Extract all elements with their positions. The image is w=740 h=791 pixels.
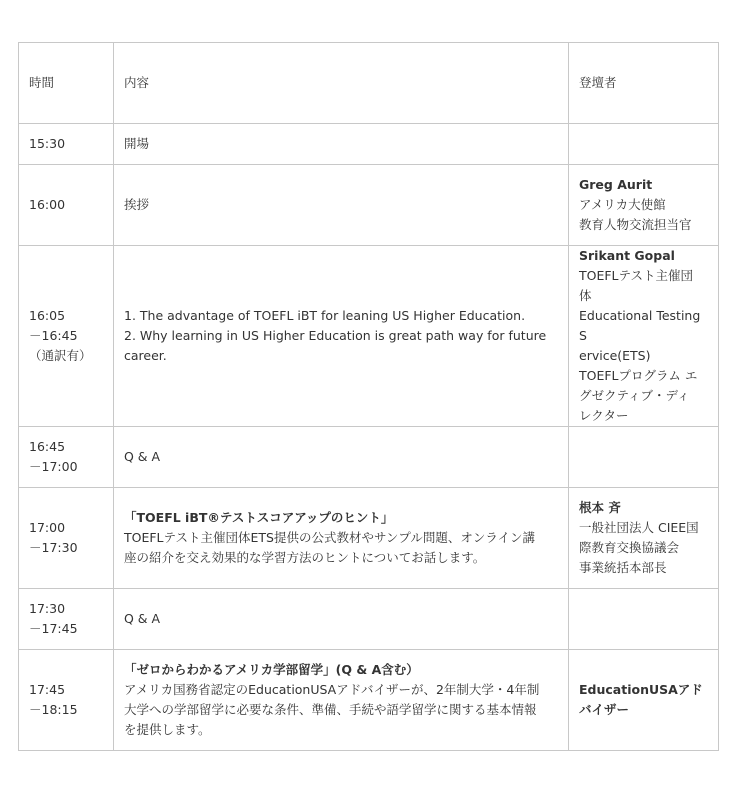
time-text: 17:45 [29, 682, 66, 697]
table-row [19, 650, 719, 751]
speaker-detail: 事業統括本部長 [579, 560, 667, 575]
speaker-detail: 体 [579, 288, 592, 303]
content-cell [114, 589, 569, 650]
speaker-detail: レクター [579, 408, 629, 423]
speaker-detail: 際教育交換協議会 [579, 540, 680, 555]
time-text: －18:15 [29, 702, 78, 717]
time-text: －17:30 [29, 540, 78, 555]
time-text: －17:45 [29, 621, 78, 636]
time-text: 16:00 [29, 197, 66, 212]
speaker-cell [569, 650, 719, 751]
table-row [19, 246, 719, 427]
content-cell [114, 650, 569, 751]
table-row [19, 427, 719, 488]
time-text: －16:45 [29, 328, 78, 343]
schedule-table [18, 42, 719, 751]
table-header-row [19, 43, 719, 124]
speaker-cell [569, 124, 719, 165]
session-title: 「ゼロからわかるアメリカ学部留学」(Q & A含む） [124, 662, 419, 677]
time-cell [19, 650, 114, 751]
speaker-cell [569, 165, 719, 246]
time-text: 16:05 [29, 308, 66, 323]
speaker-detail: TOEFLプログラム エ [579, 368, 698, 383]
content-cell [114, 246, 569, 427]
content-text: Q & A [124, 611, 161, 626]
session-title: 「TOEFL iBT®テストスコアアップのヒント」 [124, 510, 394, 525]
content-text: TOEFLテスト主催団体ETS提供の公式教材やサンプル問題、オンライン講 [124, 530, 535, 545]
table-row [19, 124, 719, 165]
speaker-name: 根本 斉 [579, 500, 621, 515]
content-text: 挨拶 [124, 197, 150, 212]
speaker-detail: グゼクティブ・ディ [579, 388, 690, 403]
speaker-detail: 一般社団法人 CIEE国 [579, 520, 699, 535]
speaker-name: バイザー [579, 702, 630, 717]
content-text: アメリカ国務省認定のEducationUSAアドバイザーが、2年制大学・4年制 [124, 682, 540, 697]
interpretation-note: （通訳有） [29, 348, 92, 363]
content-text: 開場 [124, 136, 150, 151]
content-cell [114, 165, 569, 246]
time-cell [19, 124, 114, 165]
speaker-cell [569, 427, 719, 488]
time-text: 15:30 [29, 136, 66, 151]
time-cell [19, 488, 114, 589]
content-text: Q & A [124, 449, 161, 464]
speaker-cell [569, 589, 719, 650]
speaker-name: Greg Aurit [579, 177, 653, 192]
table-row [19, 165, 719, 246]
content-cell [114, 488, 569, 589]
content-cell [114, 427, 569, 488]
speaker-detail: TOEFLテスト主催団 [579, 268, 694, 283]
speaker-role: 教育人物交流担当官 [579, 217, 692, 232]
time-text: －17:00 [29, 459, 78, 474]
speaker-name: Srikant Gopal [579, 248, 675, 263]
speaker-detail: ervice(ETS) [579, 348, 651, 363]
time-text: 17:00 [29, 520, 66, 535]
time-cell [19, 246, 114, 427]
table-row [19, 589, 719, 650]
time-text: 16:45 [29, 439, 66, 454]
speaker-affiliation: アメリカ大使館 [579, 197, 666, 212]
content-text: を提供します。 [124, 722, 211, 737]
speaker-cell [569, 488, 719, 589]
content-text: 大学への学部留学に必要な条件、準備、手続や語学留学に関する基本情報 [124, 702, 537, 717]
time-cell [19, 589, 114, 650]
speaker-cell [569, 246, 719, 427]
content-text: 1. The advantage of TOEFL iBT for leaning US Higher Education. [124, 308, 526, 323]
header-speaker: 登壇者 [569, 43, 719, 124]
table-row [19, 488, 719, 589]
time-cell [19, 427, 114, 488]
speaker-name: EducationUSAアド [579, 682, 703, 697]
content-text: 座の紹介を交え効果的な学習方法のヒントについてお話します。 [124, 550, 486, 565]
speaker-detail: Educational Testing S [579, 308, 701, 343]
time-text: 17:30 [29, 601, 66, 616]
content-text: 2. Why learning in US Higher Education is great path way for future career. [124, 328, 547, 363]
time-cell [19, 165, 114, 246]
header-content: 内容 [114, 43, 569, 124]
header-time: 時間 [19, 43, 114, 124]
content-cell [114, 124, 569, 165]
